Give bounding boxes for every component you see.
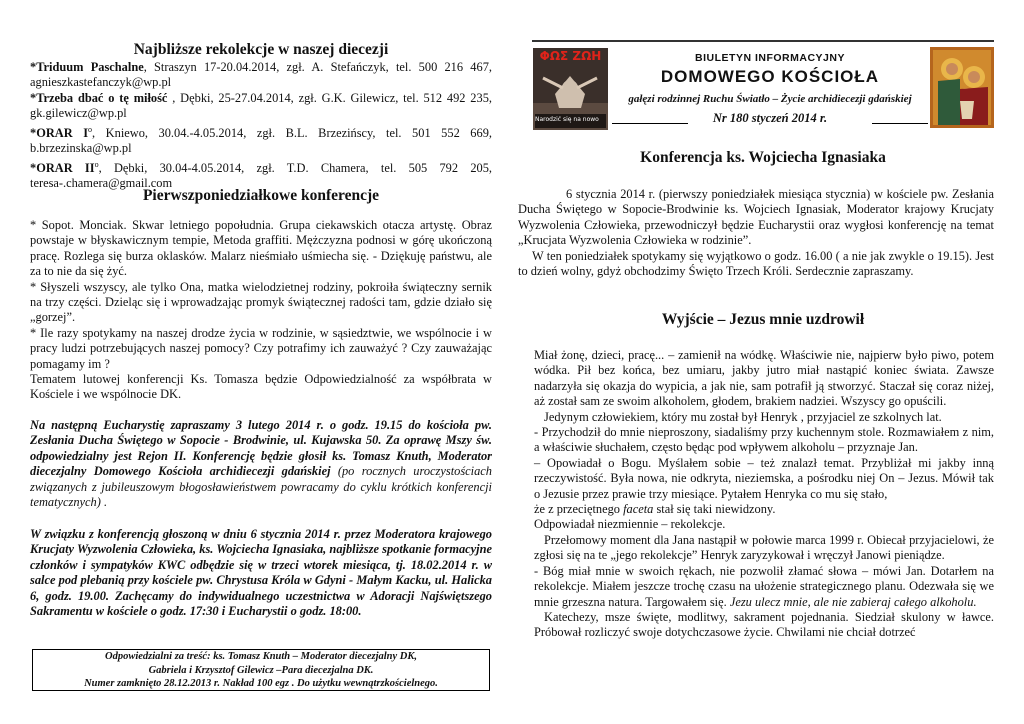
ignasiak-conference-text: [518, 187, 994, 279]
paragraph: Tematem lutowej konferencji Ks. Tomasza będzie Odpowiedzialność za współbrata w Kościele i we wspólnocie DK.: [30, 372, 492, 402]
eucharist-invite: Na następną Eucharystię zapraszamy 3 lutego 2014 r. o godz. 19.15 do kościoła pw. Zesłania Ducha Świętego w Sopocie - Brodwinie, ul. Kujawska 50. Za oprawę Mszy św. odpowiedzialny jest Rejon II. Konferencję będzie głosił ks. Tomasz Knuth, Moderator diecezjalny Domowego Kościoła archidiecezji gdańskiej: [30, 418, 492, 479]
paragraph: Katechezy, msze święte, modlitwy, sakrament pojednania. Siedział skulony w ławce. Próbował rozliczyć swoje dotychczasowe życie. Chwilami nie chciał dotrzeć: [534, 609, 994, 640]
masthead-rule: [532, 40, 994, 42]
paragraph: – Opowiadał o Bogu. Myślałem sobie – też znalazł temat. Przybliżał mi jakby inną rzeczywistość. Była nowa, nie odkryta, nieziemska, a pośrodku niej On – Jezus. Mówił tak o Jezusie przez prawie trzy miesiące. Pytałem Henryka co mu się stało,: [534, 455, 994, 501]
movement-logo: [533, 48, 608, 130]
issue-number: Nr 180 styczeń 2014 r.: [712, 111, 828, 125]
conferences-heading: Pierwszponiedziałkowe konferencje: [142, 187, 380, 204]
paragraph: Jedynym człowiekiem, który mu został był Henryk , przyjaciel ze szkolnych lat.: [544, 409, 942, 424]
retreat-item: *ORAR $II^o$, Dębki, 30.04-4.05.2014, zgł. T.D. Chamera, tel. 505 792 205, teresa-.chamera@gmail.com: [30, 159, 493, 191]
eucharist-note: (po rocznych uroczystościach związanych z jubileuszowym błogosławieństwem powracamy do cyklu krótkich konferencji tematycznych) .: [30, 464, 492, 510]
paragraph: Miał żonę, dzieci, pracę... – zamienił na wódkę. Właściwie nie, najpierw było piwo, potem wódka. Pił bez końca, bez umiaru, jakby jutro miał nastąpić koniec świata. Zawsze nadarzyła się okazja do wypicia, a jak nie, sam potrafił ją stworzyć. Staczał się coraz niżej, aż został sam ze swoim alkoholem, głodem, brakiem nadziei. Wszyscy go opuścili.: [534, 348, 994, 409]
issue-rule-right: [872, 123, 928, 124]
editorial-footer: [32, 649, 490, 691]
retreats-heading: Najbliższe rekolekcje w naszej diecezji: [133, 41, 389, 58]
bulletin-label: BIULETYN INFORMACYJNY: [695, 52, 845, 64]
logo-caption: Narodzić się na nowo: [535, 116, 599, 123]
paragraph: * Sopot. Monciak. Skwar letniego popołudnia. Grupa ciekawskich otacza artystę. Obraz powstaje w błyskawicznym tempie, Metoda graffiti. Mężczyzna podnosi w górę ukończoną pracę. Rozlega się burza oklasków. Malarz nieśmiało uśmiecha się. - Dziękuję państwu, ale za to nie da się żyć.: [30, 218, 492, 279]
paragraph: - Bóg miał mnie w swoich rękach, nie pozwolił złamać słowa – mówi Jan. Dotarłem na rekolekcje. Miałem jeszcze trochę czasu na ułożenie strategicznego planu. Odezwała się we mnie grzeszna natura. Targowałem się. Jezu ulecz mnie, ale nie zabieraj całego alkoholu.: [534, 563, 994, 609]
paragraph: * Słyszeli wszyscy, ale tylko Ona, matka wielodzietnej rodziny, pokroiła świąteczny sernik na trzy części. Dzieląc się i wprowadzając promyk świątecznej radości tam, gdzie działo się „gorzej”.: [30, 279, 492, 325]
ignasiak-conference-heading: Konferencja ks. Wojciecha Ignasiaka: [640, 149, 886, 166]
bulletin-title: DOMOWEGO KOŚCIOŁA: [660, 67, 880, 86]
footer-line: Odpowiedzialni za treść: ks. Tomasz Knuth – Moderator diecezjalny DK,: [104, 651, 418, 662]
paragraph: - Przychodził do mnie nieproszony, siadaliśmy przy kuchennym stole. Rozmawiałem z nim, a właściwie słuchałem, często będąc pod wpływem alkoholu – przyznaje Jan.: [534, 425, 994, 455]
story-text: [534, 348, 994, 641]
paragraph: Przełomowy moment dla Jana nastąpił w połowie marca 1999 r. Obiecał przyjacielowi, że zgłosi się na te „jego rekolekcje” Henryk zaryzykował i wręczył Janowi pieniądze.: [534, 532, 994, 563]
logo-greek-letters: ΦΩΣ ΖΩΗ: [539, 49, 602, 63]
retreat-item: *ORAR $I^o$, Kniewo, 30.04.-4.05.2014, zgł. B.L. Brzezińscy, tel. 501 552 669, b.brzezinska@wp.pl: [30, 124, 492, 156]
story-heading: Wyjście – Jezus mnie uzdrowił: [661, 311, 865, 328]
eucharist-notice: [30, 418, 492, 510]
retreat-item: *Trzeba dbać o tę miłość , Dębki, 25-27.04.2014, zgł. G.K. Gilewicz, tel. 512 492 235, gk.gilewicz@wp.pl: [30, 90, 492, 121]
footer-line: Numer zamknięto 28.12.2013 r. Nakład 100 egz . Do użytku wewnątrzkościelnego.: [84, 678, 438, 690]
conferences-text: [30, 218, 492, 403]
paragraph: Odpowiadał niezmiennie – rekolekcje.: [534, 517, 726, 532]
paragraph: * Ile razy spotykamy na naszej drodze życia w rodzinie, w sąsiedztwie, we wspólnocie i w pracy ludzi potrzebujących naszej pomocy? Czy potrafimy ich zauważyć ? Czy zauważając pomagamy im ?: [30, 325, 492, 371]
bulletin-subtitle: gałęzi rodzinnej Ruchu Światło – Życie archidiecezji gdańskiej: [628, 93, 912, 105]
retreats-list: [30, 60, 492, 192]
paragraph: W ten poniedziałek spotykamy się wyjątkowo o godz. 16.00 ( a nie jak zwykle o 19.15). Jest to dzień wolny, gdyż obchodzimy Święto Trzech Króli. Serdecznie zapraszamy.: [518, 248, 994, 279]
retreat-item: *Triduum Paschalne, Straszyn 17-20.04.2014, zgł. A. Stefańczyk, tel. 500 216 467, agnieszkastefanczyk@wp.pl: [30, 60, 492, 90]
footer-line: Gabriela i Krzysztof Gilewicz –Para diecezjalna DK.: [148, 664, 374, 676]
holy-family-icon: [930, 47, 994, 128]
paragraph: że z przeciętnego faceta stał się taki niewidzony.: [534, 502, 776, 517]
adoration-notice: W związku z konferencją głoszoną w dniu 6 stycznia 2014 r. przez Moderatora krajowego Krucjaty Wyzwolenia Człowieka, ks. Wojciecha Ignasiaka, najbliższe spotkanie formacyjne członków i sympatyków KWC odbędzie się w trzeci wtorek miesiąca, tj. 18.02.2014 r. w salce pod plebanią przy kościele pw. Chrystusa Króla w Gdyni - Małym Kacku, ul. Halicka 6, godz. 19.00. Zachęcamy do indywidualnego uczestnictwa w Adoracji Najświętszego Sakramentu w kościele o godz. 17:30 i Eucharystii o godz. 18:00.: [30, 527, 492, 619]
holy-family-image: [930, 47, 994, 128]
paragraph: 6 stycznia 2014 r. (pierwszy poniedziałek miesiąca stycznia) w kościele pw. Zesłania Ducha Świętego w Sopocie-Brodwinie ks. Wojciech Ignasiak, Moderator krajowy Krucjaty Wyzwolenia Człowieka, przewodniczył będzie Eucharystii oraz wygłosi konferencję na temat „Krucjata Wyzwolenia Człowieka w rodzinie”.: [518, 187, 994, 248]
